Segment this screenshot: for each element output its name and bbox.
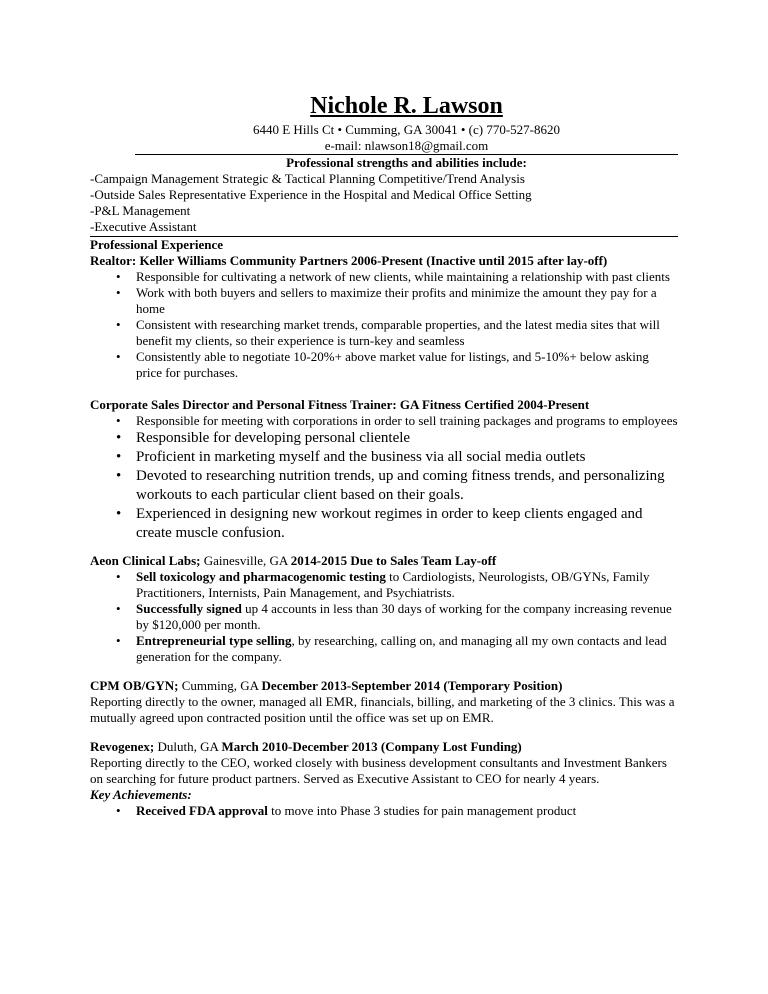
- list-item: • Sell toxicology and pharmacogenomic testing to Cardiologists, Neurologists, OB/GYNs, Family Practitioners, Internists, Pain Management, and Psychiatrists.: [116, 569, 650, 600]
- strengths-title: Professional strengths and abilities include:: [286, 155, 527, 170]
- list-item: • Received FDA approval to move into Phase 3 studies for pain management product: [116, 803, 577, 818]
- bullet-icon: •: [116, 430, 122, 446]
- bullet-icon: •: [116, 601, 121, 616]
- list-item: • Entrepreneurial type selling, by researching, calling on, and managing all my own contacts and lead generation for the company.: [116, 633, 667, 664]
- job-fitness-bullets: [90, 413, 678, 429]
- candidate-name: Nichole R. Lawson: [310, 93, 503, 119]
- job-heading-aeon: Aeon Clinical Labs; Gainesville, GA 2014-2015 Due to Sales Team Lay-off: [90, 553, 497, 568]
- job-heading-revogenex: Revogenex; Duluth, GA March 2010-December 2013 (Company Lost Funding): [90, 739, 522, 754]
- list-item: • Work with both buyers and sellers to maximize their profits and minimize the amount they pay for a home: [116, 285, 657, 316]
- bullet-icon: •: [116, 468, 122, 484]
- strength-item: -Executive Assistant: [90, 219, 197, 234]
- bullet-icon: •: [116, 803, 121, 818]
- bullet-icon: •: [116, 633, 121, 648]
- list-item: • Responsible for developing personal clientele: [116, 430, 411, 446]
- address-line: 6440 E Hills Ct • Cumming, GA 30041 • (c) 770-527-8620: [252, 122, 560, 137]
- bullet-icon: •: [116, 413, 121, 428]
- bullet-icon: •: [116, 349, 121, 364]
- bullet-icon: •: [116, 569, 121, 584]
- bullet-icon: •: [116, 506, 122, 522]
- job-revogenex-bullets: [90, 803, 678, 819]
- bullet-icon: •: [116, 317, 121, 332]
- bullet-icon: •: [116, 449, 122, 465]
- job-aeon-bullets: [90, 569, 678, 665]
- key-achievements-title: Key Achievements:: [90, 787, 192, 802]
- job-fitness-bullets-large: [90, 429, 678, 543]
- experience-title: Professional Experience: [90, 237, 223, 252]
- bullet-icon: •: [116, 269, 121, 284]
- email-line: e-mail: nlawson18@gmail.com: [324, 138, 489, 153]
- list-item: • Proficient in marketing myself and the business via all social media outlets: [116, 449, 586, 465]
- job-realtor-bullets: [90, 269, 678, 381]
- bullet-icon: •: [116, 285, 121, 300]
- job-heading-realtor: Realtor: Keller Williams Community Partners 2006-Present (Inactive until 2015 after lay-off): [90, 253, 608, 268]
- strength-item: -Campaign Management Strategic & Tactical Planning Competitive/Trend Analysis: [90, 171, 525, 186]
- list-item: • Consistent with researching market trends, comparable properties, and the latest media sites that will benefit my clients, so their experience is turn-key and seamless: [116, 317, 660, 348]
- list-item: • Consistently able to negotiate 10-20%+ above market value for listings, and 5-10%+ below asking price for purchases.: [116, 349, 649, 380]
- job-heading-fitness: Corporate Sales Director and Personal Fitness Trainer: GA Fitness Certified 2004-Present: [90, 397, 590, 412]
- strength-item: -Outside Sales Representative Experience in the Hospital and Medical Office Setting: [90, 187, 532, 202]
- list-item: • Experienced in designing new workout regimes in order to keep clients engaged and create muscle confusion.: [116, 506, 643, 541]
- job-cpm-description: Reporting directly to the owner, managed all EMR, financials, billing, and marketing of the 3 clinics. This was a mutually agreed upon contracted position until the office was set up on EMR.: [90, 694, 675, 725]
- job-revogenex-description: Reporting directly to the CEO, worked closely with business development consultants and Investment Bankers on searching for future product partners. Served as Executive Assistant to CEO for nearly 4 years.: [90, 755, 667, 786]
- list-item: • Devoted to researching nutrition trends, up and coming fitness trends, and personalizing workouts to each particular client based on their goals.: [116, 468, 665, 503]
- resume-page: [90, 92, 678, 819]
- list-item: • Responsible for cultivating a network of new clients, while maintaining a relationship with past clients: [116, 269, 670, 284]
- list-item: • Responsible for meeting with corporations in order to sell training packages and programs to employees: [116, 413, 678, 428]
- list-item: • Successfully signed up 4 accounts in less than 30 days of working for the company increasing revenue by $120,000 per month.: [116, 601, 672, 632]
- strength-item: -P&L Management: [90, 203, 191, 218]
- job-heading-cpm: CPM OB/GYN; Cumming, GA December 2013-September 2014 (Temporary Position): [90, 678, 563, 693]
